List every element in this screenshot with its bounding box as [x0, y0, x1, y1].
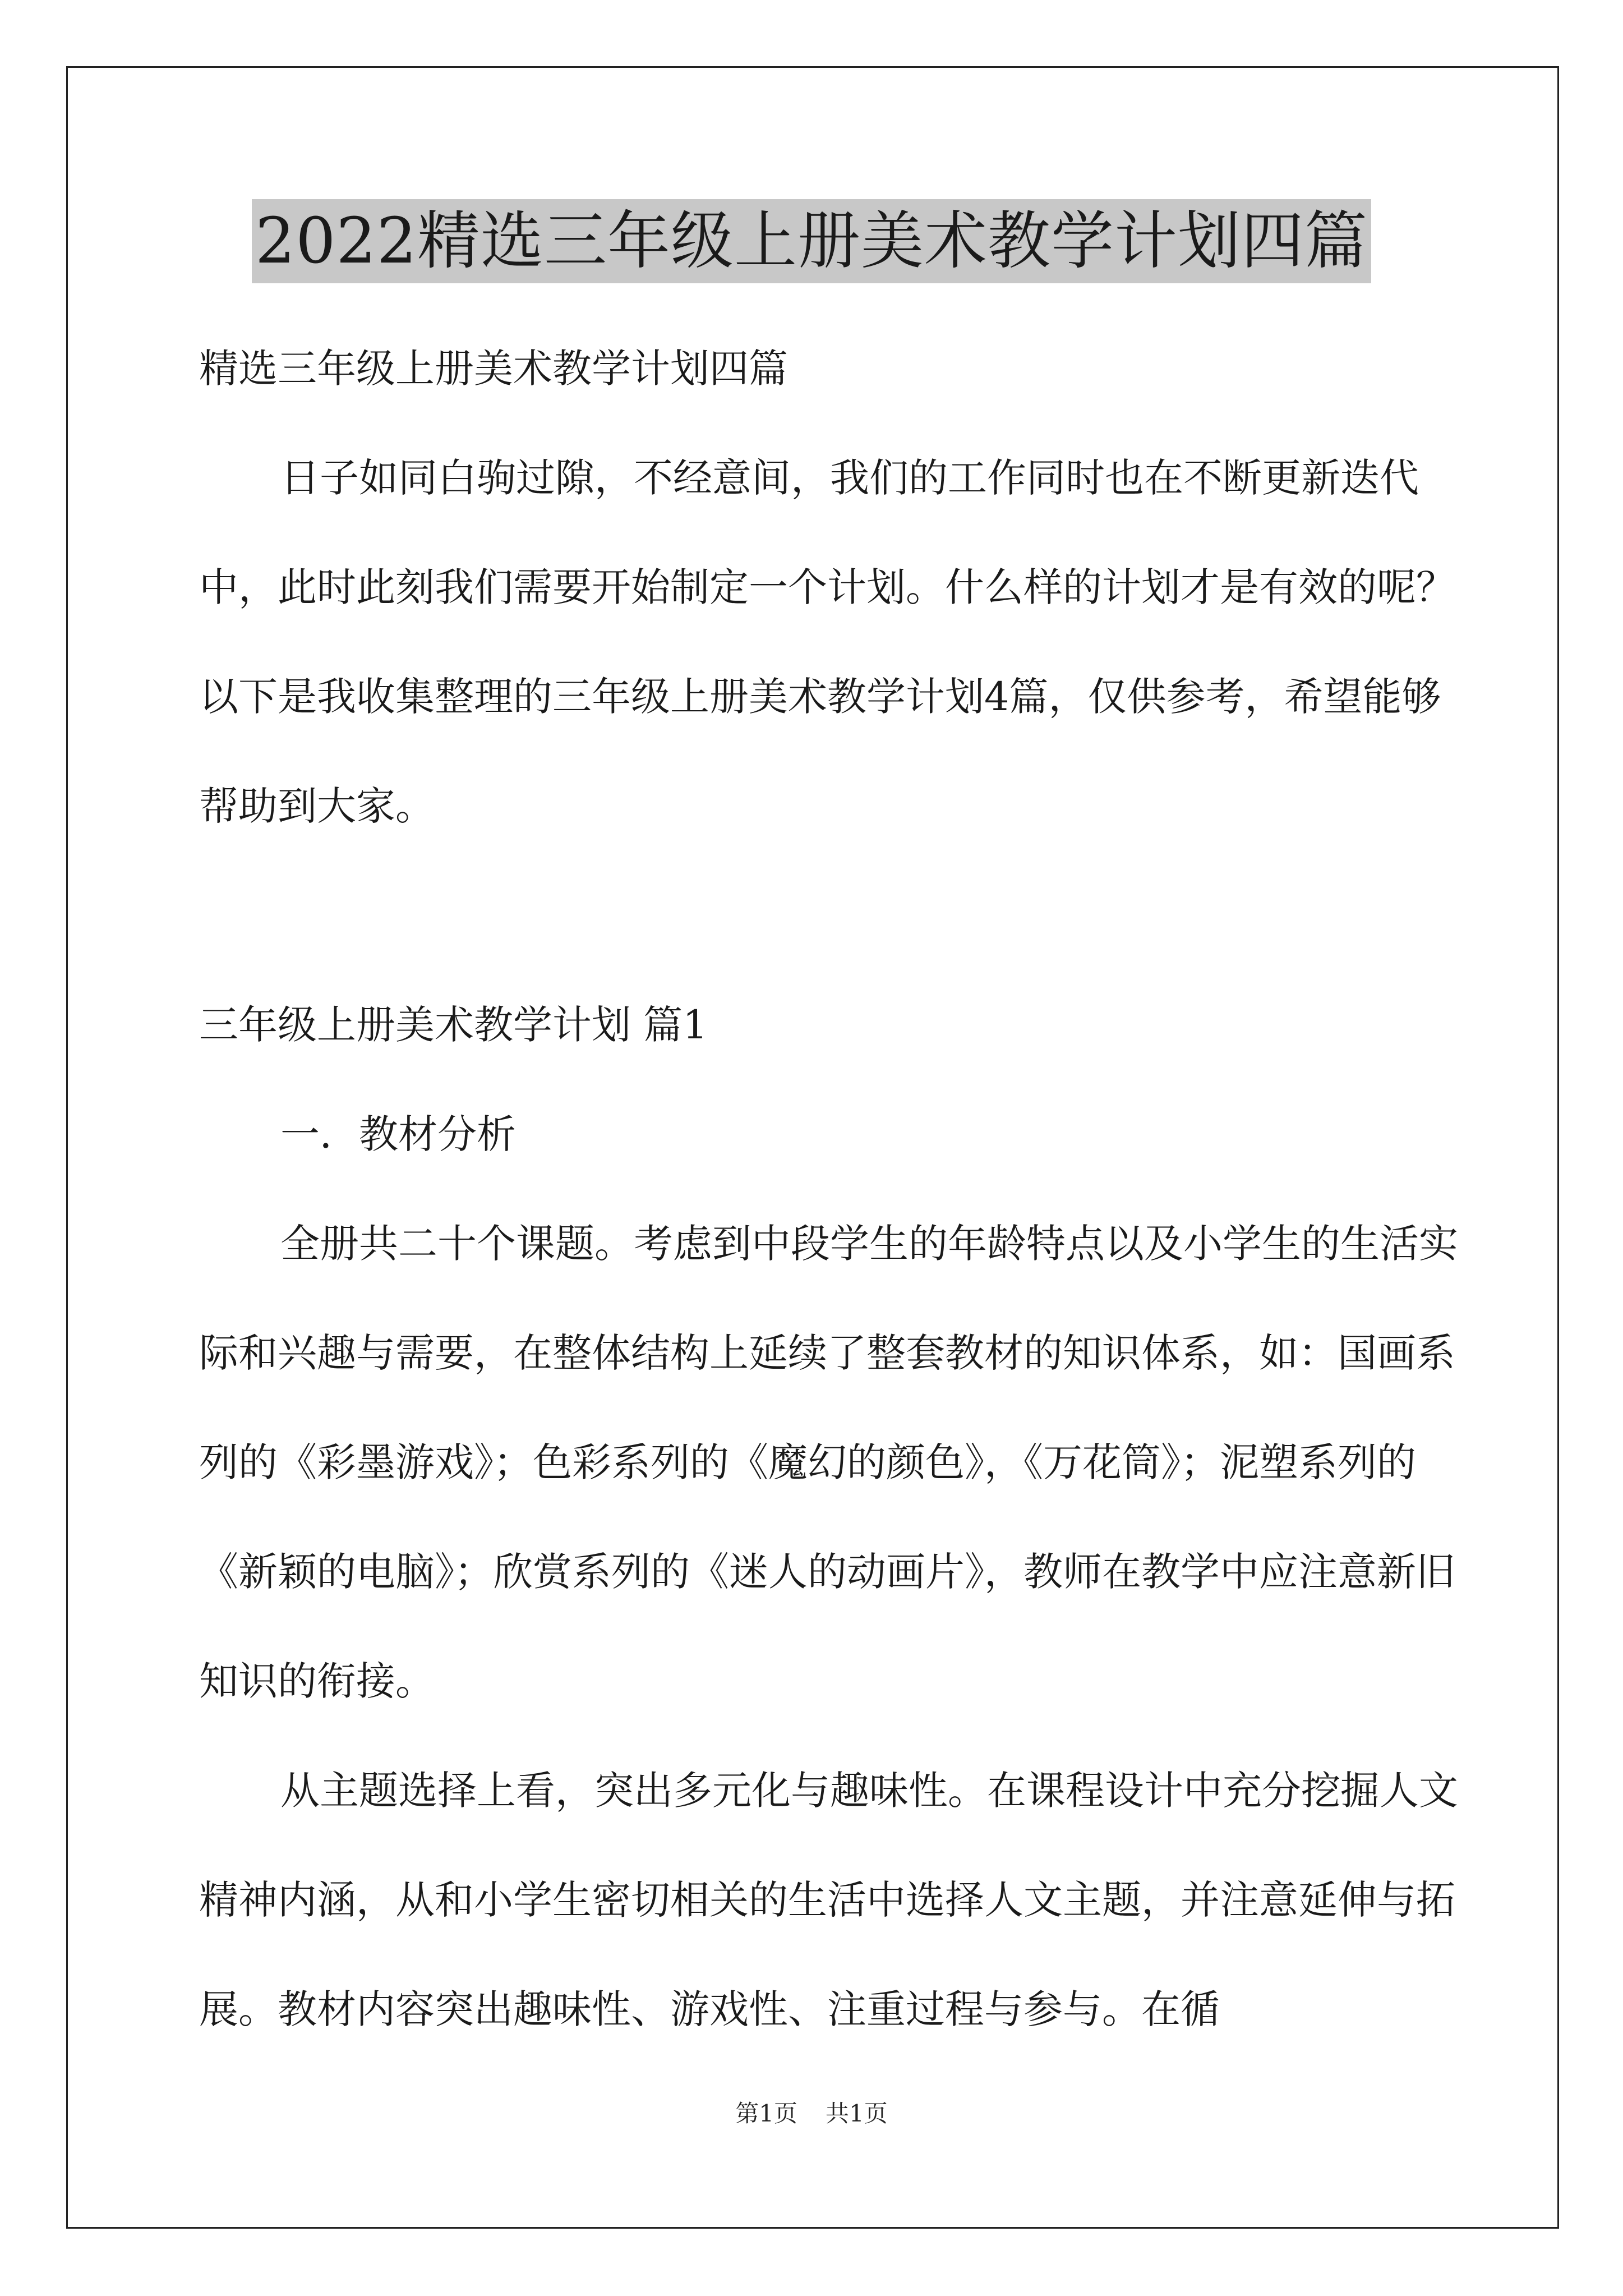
page-footer: [0, 2095, 1623, 2129]
document-body: [199, 314, 1461, 2064]
body-paragraph-2: 从主题选择上看，突出多元化与趣味性。在课程设计中充分挖掘人文精神内涵，从和小学生密切相关的生活中选择人文主题，并注意延伸与拓展。教材内容突出趣味性、游戏性、注重过程与参与。在循: [199, 1768, 1458, 2032]
section-heading: 三年级上册美术教学计划 篇1: [199, 1002, 708, 1048]
document-title: 2022精选三年级上册美术教学计划四篇: [0, 199, 1623, 283]
paragraph-gap: [199, 861, 1461, 970]
page-number: 第1页: [735, 2100, 797, 2127]
intro-paragraph: 日子如同白驹过隙，不经意间，我们的工作同时也在不断更新迭代中，此时此刻我们需要开始制定一个计划。什么样的计划才是有效的呢？以下是我收集整理的三年级上册美术教学计划4篇，仅供参考，希望能够帮助到大家。: [199, 455, 1455, 829]
page-total: 共1页: [826, 2100, 888, 2127]
subtitle: 精选三年级上册美术教学计划四篇: [199, 346, 788, 392]
body-paragraph-1: 全册共二十个课题。考虑到中段学生的年龄特点以及小学生的生活实际和兴趣与需要，在整体结构上延续了整套教材的知识体系，如：国画系列的《彩墨游戏》；色彩系列的《魔幻的颜色》，《万花筒》；泥塑系列的《新颖的电脑》；欣赏系列的《迷人的动画片》，教师在教学中应注意新旧知识的衔接。: [199, 1221, 1458, 1704]
section-subheading: 一．教材分析: [280, 1111, 516, 1157]
